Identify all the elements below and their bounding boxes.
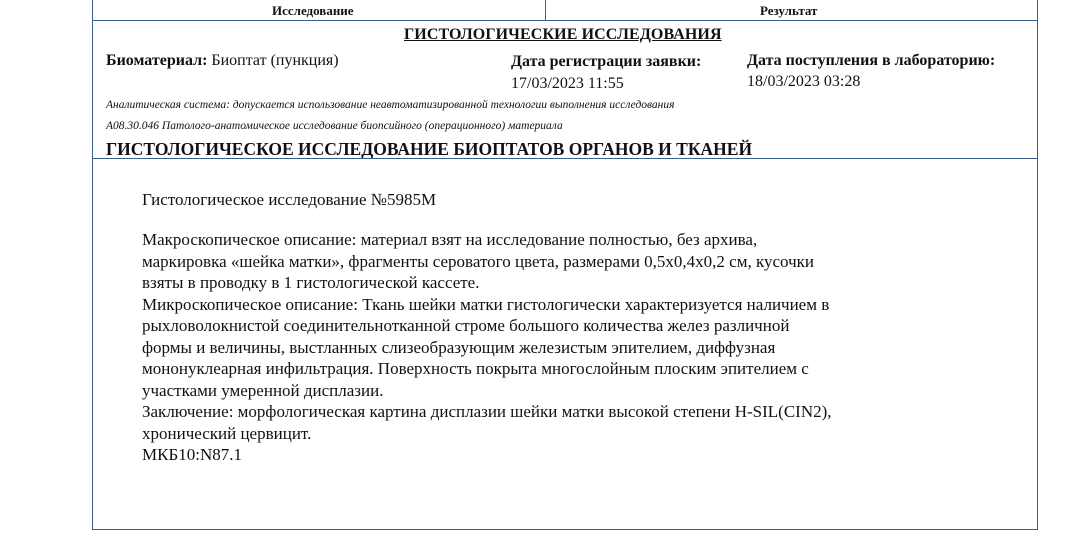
analytic-system-note: Аналитическая система: допускается использование неавтоматизированной технологии выполнения исследования — [106, 99, 675, 111]
result-text — [142, 229, 832, 466]
column-header-result: Результат — [760, 3, 818, 18]
result-line: Микроскопическое описание: Ткань шейки матки гистологически характеризуется наличием в — [142, 294, 830, 314]
service-code: A08.30.046 Патолого-анатомическое исследование биопсийного (операционного) материала — [106, 120, 563, 132]
result-line: формы и величины, выстланных слизеобразующим железистым эпителием, диффузная — [142, 337, 776, 357]
result-line: Заключение: морфологическая картина дисплазии шейки матки высокой степени H-SIL(CIN2), — [142, 402, 832, 421]
column-divider — [545, 0, 546, 20]
column-header-study: Исследование — [272, 3, 354, 18]
registration-value: 17/03/2023 11:55 — [511, 75, 624, 92]
study-name: ГИСТОЛОГИЧЕСКОЕ ИССЛЕДОВАНИЕ БИОПТАТОВ ОРГАНОВ И ТКАНЕЙ — [106, 139, 753, 159]
registration-label: Дата регистрации заявки: — [511, 53, 702, 70]
study-divider — [92, 158, 1038, 159]
biomaterial-row — [106, 52, 339, 70]
header-divider — [92, 20, 1038, 21]
result-line: рыхловолокнистой соединительнотканной строме большого количества желез различной — [142, 316, 790, 335]
result-line: участками умеренной дисплазии. — [142, 380, 384, 400]
result-line: МКБ10:N87.1 — [142, 445, 242, 464]
lab-arrival-value: 18/03/2023 03:28 — [747, 73, 861, 90]
result-line: мононуклеарная инфильтрация. Поверхность покрыта многослойным плоским эпителием с — [142, 359, 809, 378]
result-line: хронический цервицит. — [142, 423, 312, 443]
lab-arrival-label: Дата поступления в лабораторию: — [747, 52, 996, 69]
result-line: маркировка «шейка матки», фрагменты сероватого цвета, размерами 0,5х0,4х0,2 см, кусочки — [142, 251, 815, 271]
section-title: ГИСТОЛОГИЧЕСКИЕ ИССЛЕДОВАНИЯ — [404, 26, 722, 43]
study-number: Гистологическое исследование №5985М — [142, 190, 437, 209]
biomaterial-value: Биоптат (пункция) — [211, 52, 339, 69]
result-line: взяты в проводку в 1 гистологической кассете. — [142, 273, 480, 292]
result-line: Макроскопическое описание: материал взят на исследование полностью, без архива, — [142, 230, 758, 249]
biomaterial-label: Биоматериал: — [106, 52, 208, 69]
